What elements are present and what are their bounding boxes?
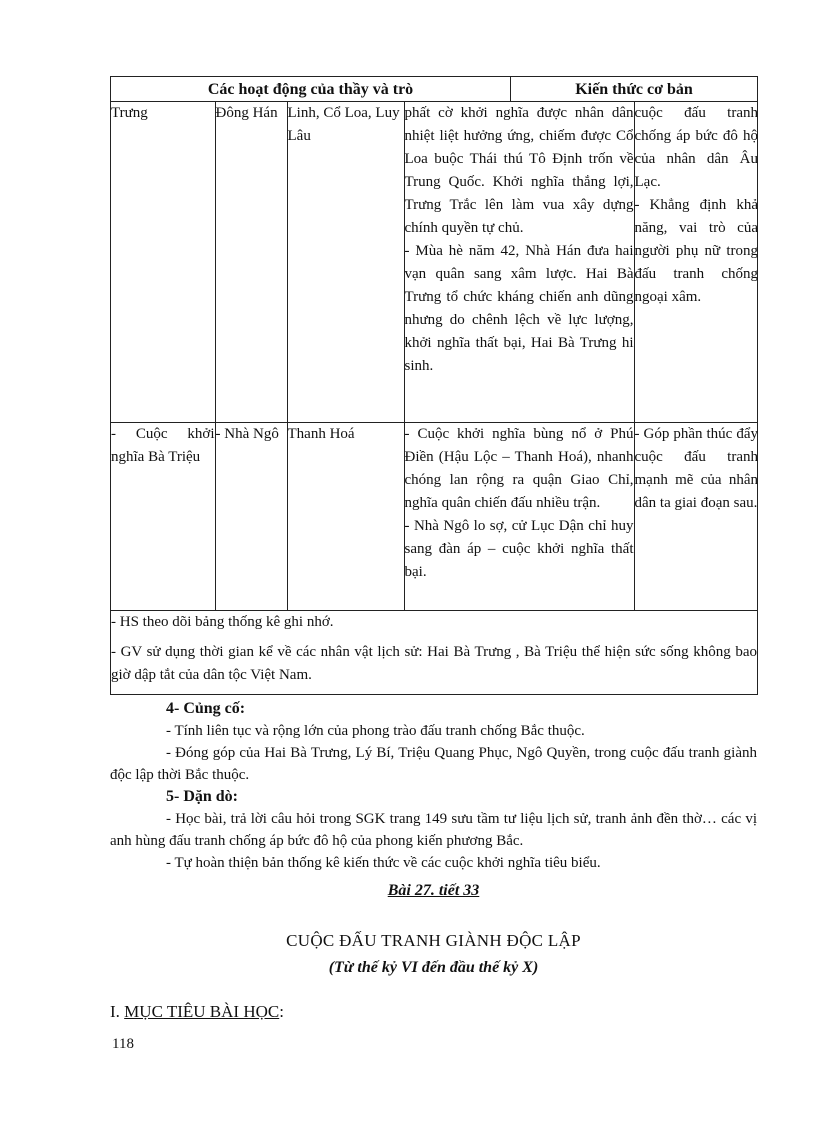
uprisings-inner-table <box>111 102 758 610</box>
objectives-suffix: : <box>279 1002 284 1021</box>
table-row <box>111 102 758 422</box>
objectives-prefix: I. <box>110 1002 125 1021</box>
teacher-note: - HS theo dõi bảng thống kê ghi nhớ. <box>111 614 334 630</box>
uprisings-table <box>110 76 758 695</box>
consolidation-section <box>110 698 757 874</box>
header-knowledge: Kiến thức cơ bản <box>511 77 758 102</box>
homework-item: - Học bài, trả lời câu hỏi trong SGK trang 149 sưu tầm tư liệu lịch sử, tranh ảnh đền thờ… các vị anh hùng đấu tranh chống áp bức đô hộ của phong kiến phương Bắc. <box>110 811 757 849</box>
lesson-label: Bài 27. tiết 33 <box>387 882 480 899</box>
objectives-title: MỤC TIÊU BÀI HỌC <box>124 1002 280 1021</box>
location: Thanh Hoá <box>287 422 404 610</box>
teacher-note: - GV sử dụng thời gian kể về các nhân vật lịch sử: Hai Bà Trưng , Bà Triệu thể hiện sức sống không bao giờ dập tắt của dân tộc Việt Nam. <box>111 644 757 683</box>
lesson-subtitle: (Từ thế kỷ VI đến đầu thế kỷ X) <box>328 959 539 976</box>
header-activities: Các hoạt động của thầy và trò <box>111 77 511 102</box>
lesson-title: CUỘC ĐẤU TRANH GIÀNH ĐỘC LẬP <box>286 931 581 950</box>
event-paragraph: - Cuộc khởi nghĩa bùng nổ ở Phú Điền (Hậu Lộc – Thanh Hoá), nhanh chóng lan rộng ra quận Giao Chỉ, nghĩa quân chiến đấu nhiều trận. <box>404 425 634 511</box>
significance-paragraph: cuộc đấu tranh chống áp bức đô hộ của nhân dân Âu Lạc. <box>634 105 758 190</box>
event-paragraph: - Nhà Ngô lo sợ, cử Lục Dận chỉ huy sang đàn áp – cuộc khởi nghĩa thất bại. <box>404 517 634 580</box>
table-header-row <box>111 77 758 102</box>
table-body-row <box>111 102 758 611</box>
table-row <box>111 422 758 610</box>
significance-paragraph: - Góp phần thúc đẩy cuộc đấu tranh mạnh mẽ của nhân dân ta giai đoạn sau. <box>634 425 758 511</box>
uprising-name: Trưng <box>111 102 215 422</box>
events <box>404 102 634 422</box>
significance <box>634 422 758 610</box>
objectives-heading <box>110 1001 757 1023</box>
location: Linh, Cổ Loa, Luy Lâu <box>287 102 404 422</box>
homework-heading: 5- Dặn dò: <box>166 788 239 805</box>
uprising-name: - Cuộc khởi nghĩa Bà Triệu <box>111 422 215 610</box>
enemy: Đông Hán <box>215 102 287 422</box>
page-number: 118 <box>112 1036 134 1052</box>
table-notes-row <box>111 611 758 695</box>
event-paragraph: phất cờ khởi nghĩa được nhân dân nhiệt liệt hưởng ứng, chiếm được Cổ Loa buộc Thái thú Tô Định trốn về Trung Quốc. Khởi nghĩa thắng lợi, Trưng Trắc lên làm vua xây dựng chính quyền tự chủ. <box>404 105 634 236</box>
consolidation-item: - Tính liên tục và rộng lớn của phong trào đấu tranh chống Bắc thuộc. <box>166 723 585 739</box>
significance <box>634 102 758 422</box>
event-paragraph: - Mùa hè năm 42, Nhà Hán đưa hai vạn quân sang xâm lược. Hai Bà Trưng tổ chức kháng chiến anh dũng nhưng do chênh lệch về lực lượng, khởi nghĩa thất bại, Hai Bà Trưng hi sinh. <box>404 243 634 374</box>
homework-item: - Tự hoàn thiện bản thống kê kiến thức về các cuộc khởi nghĩa tiêu biểu. <box>166 855 601 871</box>
lesson-label-block <box>110 880 757 902</box>
consolidation-item: - Đóng góp của Hai Bà Trưng, Lý Bí, Triệu Quang Phục, Ngô Quyền, trong cuộc đấu tranh giành độc lập thời Bắc thuộc. <box>110 745 757 783</box>
events <box>404 422 634 610</box>
consolidation-heading: 4- Củng cố: <box>166 700 246 717</box>
significance-paragraph: - Khẳng định khả năng, vai trò của người phụ nữ trong đấu tranh chống ngoại xâm. <box>634 197 758 305</box>
enemy: - Nhà Ngô <box>215 422 287 610</box>
